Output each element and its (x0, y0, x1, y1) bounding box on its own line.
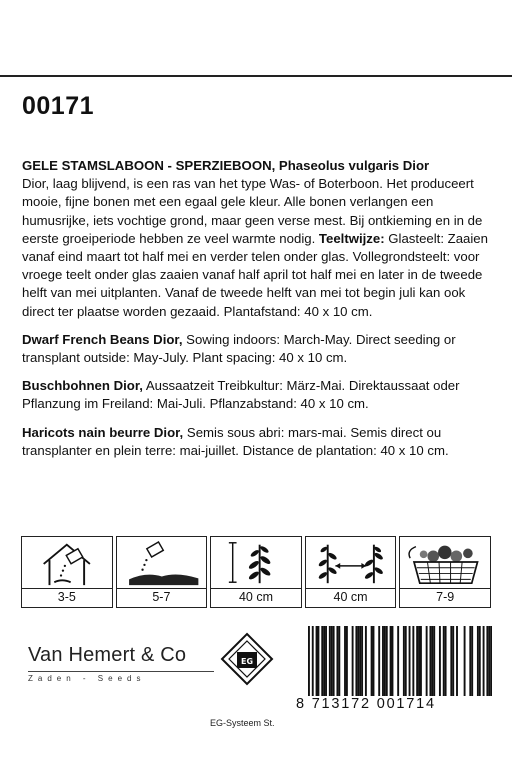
harvest-basket-icon (399, 536, 491, 589)
sowing-icons-row (21, 536, 491, 608)
barcode-bar (439, 626, 441, 696)
icon-greenhouse (21, 536, 113, 608)
barcode-bar (477, 626, 479, 696)
barcode-bar (445, 626, 447, 696)
french-text: Semis sous abri: mars-mai. Semis direct ou transplanter en plein terre: mai-juillet. Distance de plantation: 40 x 10 cm. (22, 424, 449, 458)
cultivation-heading: Teeltwijze: (318, 230, 385, 246)
barcode-bar (359, 626, 361, 696)
brand-divider (28, 671, 214, 672)
barcode-bar (338, 626, 340, 696)
barcode-bar (412, 626, 414, 696)
barcode-bar (329, 626, 331, 696)
icon-outdoor (116, 536, 208, 608)
barcode-bar (443, 626, 445, 696)
barcode-bar (331, 626, 333, 696)
barcode-bar (471, 626, 473, 696)
french-title: Haricots nain beurre Dior, (22, 424, 184, 440)
barcode-bar (336, 626, 338, 696)
description-block (22, 157, 494, 470)
barcode-bar (361, 626, 363, 696)
barcode-bar (431, 626, 433, 696)
barcode-bar (371, 626, 373, 696)
barcode-bar (333, 626, 335, 696)
icon-label: 3-5 (21, 589, 113, 608)
english-paragraph (22, 331, 494, 367)
barcode-bar (479, 626, 481, 696)
barcode-bar (325, 626, 327, 696)
barcode-bar (312, 626, 314, 696)
barcode-bar (373, 626, 375, 696)
english-text: Sowing indoors: March-May. Direct seeding or transplant outside: May-July. Plant spacing: 40 x 10 cm. (22, 331, 456, 366)
barcode-bar (486, 626, 488, 696)
dutch-text-2: Glasteelt: Zaaien vanaf eind maart tot half mei en verder telen onder glas. Vollegrondsteelt: voor vroege teelt onder glas zaaien vanaf half april tot half mei en later in de tweede helft van mei uitplanten. Vanaf de tweede helft van mei tot begin juli kan ook direct ter plaatse worden gezaaid. Plantafstand: 40 x 10 cm. (22, 230, 488, 319)
barcode-bar (317, 626, 319, 696)
brand-logo (28, 644, 218, 683)
brand-subtitle: Zaden - Seeds (28, 674, 146, 683)
barcode-bar (416, 626, 418, 696)
product-code: 00171 (22, 92, 95, 120)
barcode-bar (316, 626, 318, 696)
barcode-bar (384, 626, 386, 696)
barcode-bar (450, 626, 452, 696)
icon-harvest (399, 536, 491, 608)
icon-height (210, 536, 302, 608)
barcode-bar (378, 626, 380, 696)
greenhouse-sowing-icon (21, 536, 113, 589)
barcode-bar (433, 626, 435, 696)
barcode-bar (397, 626, 399, 696)
eg-emblem-icon (220, 632, 274, 686)
barcode-bar (429, 626, 431, 696)
barcode-bar (346, 626, 348, 696)
barcode-bar (403, 626, 405, 696)
barcode-bar (392, 626, 394, 696)
icon-spacing (305, 536, 397, 608)
barcode-number: 8 713172 001714 (296, 696, 436, 712)
outdoor-sowing-icon (116, 536, 208, 589)
barcode-bar (352, 626, 354, 696)
barcode-bar (323, 626, 325, 696)
barcode-bar (390, 626, 392, 696)
german-text: Aussaatzeit Treibkultur: März-Mai. Direktaussaat oder Pflanzung im Freiland: Mai-Juli. Pflanzabstand: 40 x 10 cm. (22, 378, 460, 412)
top-divider (0, 75, 512, 77)
dutch-text-1: Dior, laag blijvend, is een ras van het type Was- of Boterboon. Het produceert mooie, fijne bonen met een egaal gele kleur. Alle bonen verlangen een humusrijke, iets vochtige grond, maar geen verse mest. Bij ontkieming en in de eerste groeiperiode hebben ze veel warmte nodig. (22, 176, 483, 246)
barcode-bar (308, 626, 310, 696)
emblem-label: EG-Systeem St. (210, 718, 275, 728)
icon-label: 40 cm (210, 589, 302, 608)
icon-label: 40 cm (305, 589, 397, 608)
barcode-bar (418, 626, 420, 696)
svg-text:EG: EG (240, 657, 254, 666)
german-paragraph (22, 377, 494, 413)
barcode-bar (409, 626, 411, 696)
barcode-bar (420, 626, 422, 696)
dutch-paragraph (22, 157, 494, 321)
german-title: Buschbohnen Dior, (22, 378, 143, 394)
barcode (296, 626, 492, 714)
icon-label: 5-7 (116, 589, 208, 608)
barcode-bar (355, 626, 357, 696)
dutch-title: GELE STAMSLABOON - SPERZIEBOON, Phaseolus vulgaris Dior (22, 158, 430, 173)
brand-name: Van Hemert & Co (28, 644, 187, 666)
barcode-bar (488, 626, 490, 696)
icon-label: 7-9 (399, 589, 491, 608)
french-paragraph (22, 424, 494, 460)
barcode-bar (321, 626, 323, 696)
barcode-bar (483, 626, 485, 696)
barcode-bar (365, 626, 367, 696)
barcode-bar (426, 626, 428, 696)
barcode-bars (308, 626, 492, 696)
barcode-bar (456, 626, 458, 696)
barcode-bar (464, 626, 466, 696)
plant-height-icon (210, 536, 302, 589)
barcode-bar (452, 626, 454, 696)
barcode-bar (382, 626, 384, 696)
barcode-bar (357, 626, 359, 696)
barcode-bar (405, 626, 407, 696)
barcode-bar (386, 626, 388, 696)
row-spacing-icon (305, 536, 397, 589)
barcode-bar (344, 626, 346, 696)
barcode-bar (490, 626, 492, 696)
barcode-bar (469, 626, 471, 696)
english-title: Dwarf French Beans Dior, (22, 331, 183, 347)
